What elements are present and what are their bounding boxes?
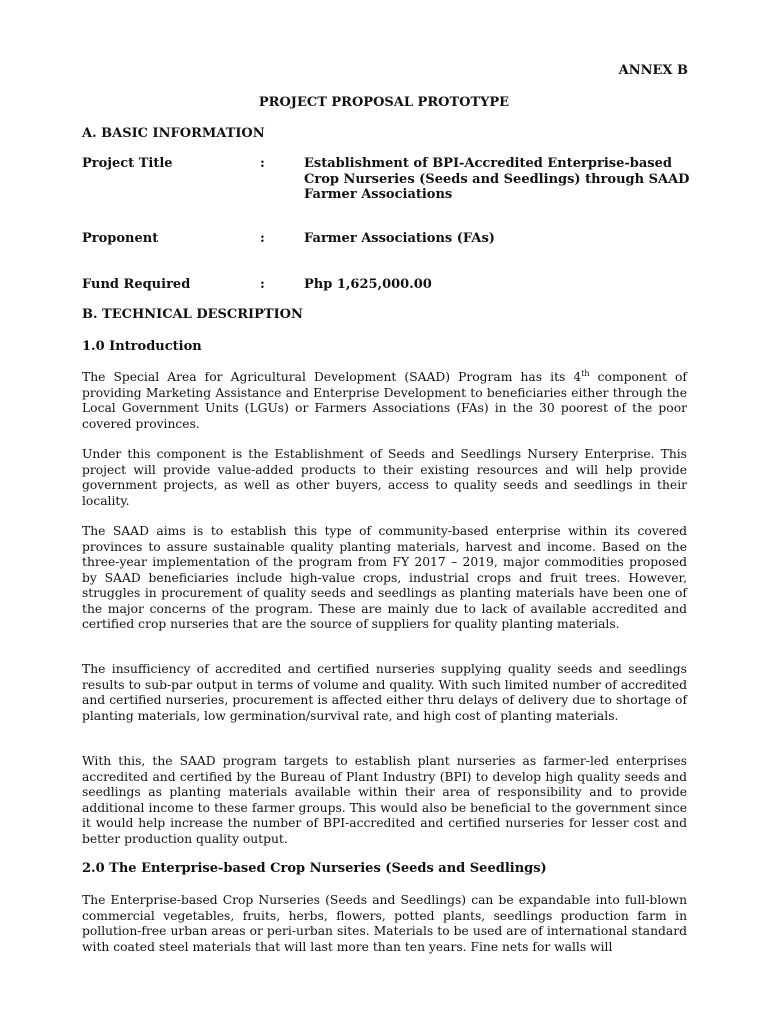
intro-paragraph-2: Under this component is the Establishment of Seeds and Seedlings Nursery Enterprise. This project will provide value-added products to their existing resources and will help provide government projects, as well as other buyers, access to quality seeds and seedlings in their locality. [82, 447, 687, 508]
intro-p1-text-a: The Special Area for Agricultural Development (SAAD) Program has its 4 [82, 370, 582, 384]
project-title-colon: : [260, 156, 265, 171]
fund-required-colon: : [260, 277, 265, 292]
document-title: PROJECT PROPOSAL PROTOTYPE [258, 95, 510, 110]
project-title-label: Project Title [82, 156, 173, 171]
proponent-colon: : [260, 231, 265, 246]
ordinal-suffix: th [581, 368, 590, 378]
intro-paragraph-5: With this, the SAAD program targets to establish plant nurseries as farmer-led enterprises accredited and certified by the Bureau of Plant Industry (BPI) to develop high quality seeds and seedlings as planting materials available within their area of responsibility and to provide additional income to these farmer groups. This would also be beneficial to the government since it would help increase the number of BPI-accredited and certified nurseries for lesser cost and better production quality output. [82, 754, 687, 846]
proponent-value: Farmer Associations (FAs) [304, 231, 495, 246]
fund-required-label: Fund Required [82, 277, 191, 292]
intro-paragraph-4: The insufficiency of accredited and certified nurseries supplying quality seeds and seedlings results to sub-par output in terms of volume and quality. With such limited number of accredited and certified nurseries, procurement is affected either thru delays of delivery due to shortage of planting materials, low germination/survival rate, and high cost of planting materials. [82, 662, 687, 723]
intro-paragraph-3: The SAAD aims is to establish this type of community-based enterprise within its covered provinces to assure sustainable quality planting materials, harvest and income. Based on the three-year implementation of the program from FY 2017 – 2019, major commodities proposed by SAAD beneficiaries include high-value crops, industrial crops and fruit trees. However, struggles in procurement of quality seeds and seedlings as planting materials have been one of the major concerns of the program. These are mainly due to lack of available accredited and certified crop nurseries that are the source of suppliers for quality planting materials. [82, 524, 687, 631]
annex-label: ANNEX B [618, 63, 688, 78]
project-title-value: Establishment of BPI-Accredited Enterprise-based Crop Nurseries (Seeds and Seedlings) through SAAD Farmer Associations [304, 156, 690, 202]
section-b-heading: B. TECHNICAL DESCRIPTION [82, 307, 303, 322]
intro-paragraph-1 [82, 370, 687, 432]
introduction-heading: 1.0 Introduction [82, 339, 202, 354]
enterprise-heading: 2.0 The Enterprise-based Crop Nurseries (Seeds and Seedlings) [82, 861, 547, 876]
proponent-label: Proponent [82, 231, 159, 246]
intro-p1-text-b: component of providing Marketing Assistance and Enterprise Development to beneficiaries either through the Local Government Units (LGUs) or Farmers Associations (FAs) in the 30 poorest of the poor covered provinces. [82, 370, 687, 431]
fund-required-value: Php 1,625,000.00 [304, 277, 432, 292]
enterprise-paragraph-1: The Enterprise-based Crop Nurseries (Seeds and Seedlings) can be expandable into full-blown commercial vegetables, fruits, herbs, flowers, potted plants, seedlings production farm in pollution-free urban areas or peri-urban sites. Materials to be used are of international standard with coated steel materials that will last more than ten years. Fine nets for walls will [82, 893, 687, 954]
section-a-heading: A. BASIC INFORMATION [82, 126, 265, 141]
